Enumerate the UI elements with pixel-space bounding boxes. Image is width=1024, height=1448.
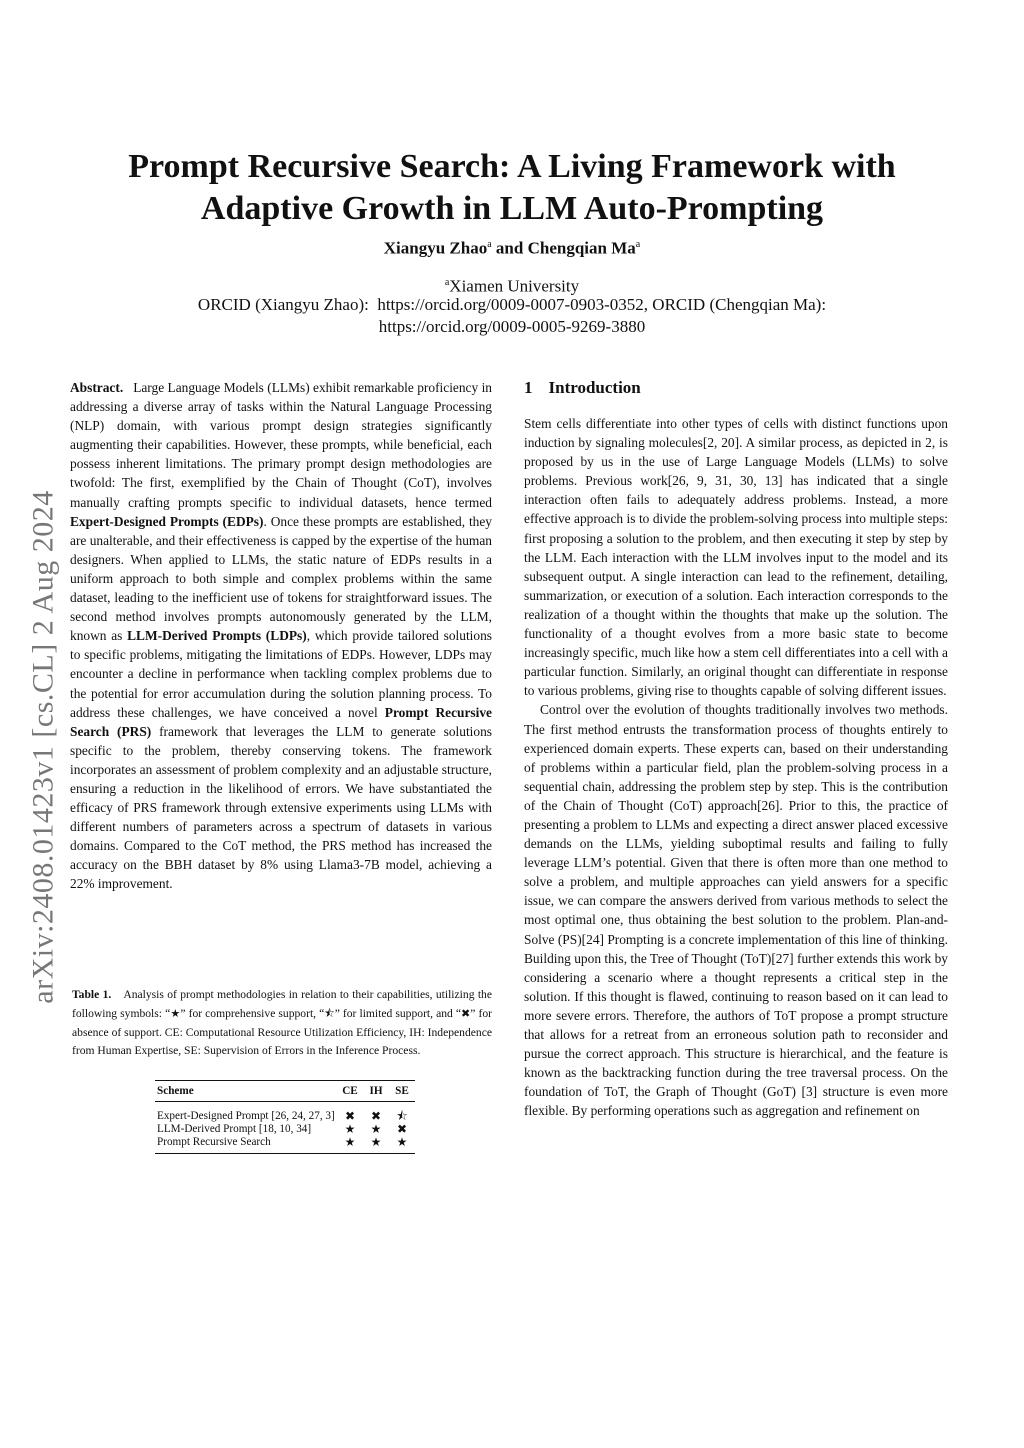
abstract-text: . Once these prompts are established, they are unalterable, and their effectiveness is capped by the expertise of the human designers. When applied to LLMs, the static nature of EDPs results in a uniform approach to both simple and complex problems within the same dataset, leading to the inefficient use of tokens for straightforward issues. The second method involves prompts autonomously generated by the LLM, known as (70, 513, 492, 644)
table-row (155, 1136, 415, 1154)
ih-rating-icon: ★ (363, 1136, 389, 1154)
se-rating-icon: ⯪ (396, 1109, 408, 1123)
table-caption (72, 986, 492, 1061)
paper-title (60, 146, 964, 230)
ce-rating-icon: ★ (337, 1136, 363, 1154)
ih-rating-icon: ★ (370, 1122, 382, 1136)
introduction-section (524, 376, 948, 1120)
header-ih: IH (363, 1081, 389, 1102)
section-number: 1 (524, 378, 533, 397)
ih-rating-icon: ✖ (370, 1109, 382, 1123)
caption-text: ” for absence of support. CE: Computational Resource Utilization Efficiency, IH: Independence from Human Expertise, SE: Supervision of Errors in the Inference Process. (72, 1006, 492, 1058)
abstract-term-ldp: LLM-Derived Prompts (LDPs) (127, 628, 307, 644)
ce-rating-icon: ★ (344, 1122, 356, 1136)
title-line-1: Prompt Recursive Search: A Living Framework with (128, 148, 896, 185)
abstract-text: framework that leverages the LLM to generate solutions specific to the problem, thereby conserving tokens. The framework incorporates an assessment of problem complexity and an adjustable structure, ensuring a reduction in the likelihood of errors. We have substantiated the efficacy of PRS framework through extensive experiments using LLMs with different numbers of parameters across a spectrum of datasets in various domains. Compared to the CoT method, the PRS method has increased the accuracy on the BBH dataset by 8% using Llama3-7B model, achieving a 22% improvement. (70, 723, 493, 892)
orcid-info (60, 294, 964, 338)
comparison-table (155, 1080, 415, 1154)
caption-text: ” for limited support, and “ (334, 1006, 462, 1020)
section-heading (524, 376, 948, 400)
author-affiliation-mark: a (487, 239, 492, 250)
intro-paragraph-1: Stem cells differentiate into other types of cells with distinct functions upon induction by signaling molecules[2, 20]. A similar process, as depicted in 2, is proposed by us in the use of Large Language Models (LLMs) to solve problems. Previous work[26, 9, 31, 30, 13] has indicated that a single interaction often fails to adequately address problems. Instead, a more effective approach is to divide the problem-solving process into multiple steps: first proposing a solution to the problem, and then executing it step by step by the LLM. Each interaction with the LLM involves input to the model and its subsequent output. A single interaction can lead to the refinement, detailing, summarization, or execution of a solution. Each interaction corresponds to the realization of a thought within the thoughts that make up the solution. The functionality of a thought evolves from a more basic state to become increasingly specific, much like how a stem cell differentiates into a cell with a particular function. Similarly, an original thought can differentiate in response to various problems, giving rise to thoughts capable of solving different issues. (524, 416, 948, 699)
table-header-row (155, 1081, 415, 1102)
table-row (155, 1102, 415, 1124)
author-name: Chengqian Ma (527, 238, 636, 258)
half-support-star-icon: ⯪ (324, 1006, 335, 1020)
author-name: Xiangyu Zhao (383, 238, 488, 258)
abstract-term-edp: Expert-Designed Prompts (EDPs) (70, 513, 264, 529)
title-line-2: Adaptive Growth in LLM Auto-Prompting (200, 190, 824, 227)
scheme-cell: LLM-Derived Prompt [18, 10, 34] (157, 1123, 312, 1135)
caption-text: ” for comprehensive support, “ (180, 1006, 325, 1020)
arxiv-identifier-text: arXiv:2408.01423v1 [cs.CL] 2 Aug 2024 (27, 490, 60, 1004)
abstract-text: , which provide tailored solutions to specific problems, mitigating the limitations of EDPs. However, LDPs may encounter a decline in performance when tackling complex problems due to the potential for error accumulation during the solution planning process. To address these challenges, we have conceived a novel (70, 628, 492, 720)
ce-rating-icon: ✖ (344, 1109, 356, 1123)
abstract-text: Large Language Models (LLMs) exhibit remarkable proficiency in addressing a diverse array of tasks within the Natural Language Processing (NLP) domain, with various prompt design strategies significantly augmenting their capabilities. However, these prompts, while beneficial, each possess inherent limitations. The primary prompt design methodologies are twofold: The first, exemplified by the Chain of Thought (CoT), involves manually crafting prompts specific to individual datasets, hence termed (70, 380, 492, 510)
caption-text: Analysis of prompt methodologies in relation to their capabilities, utilizing the following symbols: “ (72, 988, 492, 1020)
no-support-cross-icon: ✖ (461, 1006, 471, 1020)
table-caption-label: Table 1. (72, 988, 112, 1001)
full-support-star-icon: ★ (170, 1006, 181, 1020)
author-affiliation-mark: a (635, 239, 641, 250)
affiliation-mark: a (444, 277, 450, 288)
abstract-term-prs: Prompt Recursive Search (PRS) (70, 704, 492, 739)
arxiv-identifier (22, 452, 66, 1042)
se-rating-icon: ✖ (396, 1122, 408, 1136)
author-list (60, 234, 964, 260)
section-title: Introduction (548, 378, 641, 397)
abstract-label: Abstract. (70, 380, 124, 395)
orcid-line-2: https://orcid.org/0009-0005-9269-3880 (378, 317, 646, 336)
se-rating-icon: ★ (389, 1136, 415, 1154)
scheme-cell: Expert-Designed Prompt [26, 24, 27, 3] (157, 1110, 335, 1122)
header-ce: CE (337, 1081, 363, 1102)
author-joiner: and (491, 238, 528, 258)
abstract (70, 378, 492, 894)
affiliation-name: Xiamen University (449, 276, 580, 296)
header-scheme: Scheme (155, 1081, 337, 1102)
orcid-line-1: ORCID (Xiangyu Zhao): https://orcid.org/0009-0007-0903-0352, ORCID (Chengqian Ma): (197, 295, 827, 314)
intro-paragraph-2: Control over the evolution of thoughts traditionally involves two methods. The first method entrusts the transformation process of thoughts entirely to experienced domain experts. These experts can, based on their understanding of problems within a particular field, plan the problem-solving process in a sequential chain, addressing the problem step by step. This is the contribution of the Chain of Thought (CoT) approach[26]. Prior to this, the practice of presenting a problem to LLMs and expecting a direct answer placed excessive demands on the LLMs, yielding suboptimal results and failing to fully leverage LLM’s potential. Given that there is often more than one method to solve a problem, and multiple approaches can yield answers for a specific issue, we can compare the answers derived from various methods to select the most optimal one, thus obtaining the best solution to the problem. Plan-and-Solve (PS)[24] Prompting is a concrete implementation of this line of thinking. Building upon this, the Tree of Thought (ToT)[27] further extends this work by considering a scenario where a thought represents a critical step in the solution. If this thought is flawed, continuing to reason based on it can lead to more severe errors. Therefore, the authors of ToT propose a prompt structure that allows for a retreat from an erroneous solution path to reconsider and pursue the correct approach. This structure is hierarchical, and the feature is known as the backtracking function during the tree traversal process. On the foundation of ToT, the Graph of Thought (GoT) [3] structure is even more flexible. By performing operations such as aggregation and refinement on (524, 702, 948, 1119)
scheme-cell: Prompt Recursive Search (155, 1136, 337, 1154)
header-se: SE (389, 1081, 415, 1102)
comparison-table-grid (155, 1080, 415, 1154)
